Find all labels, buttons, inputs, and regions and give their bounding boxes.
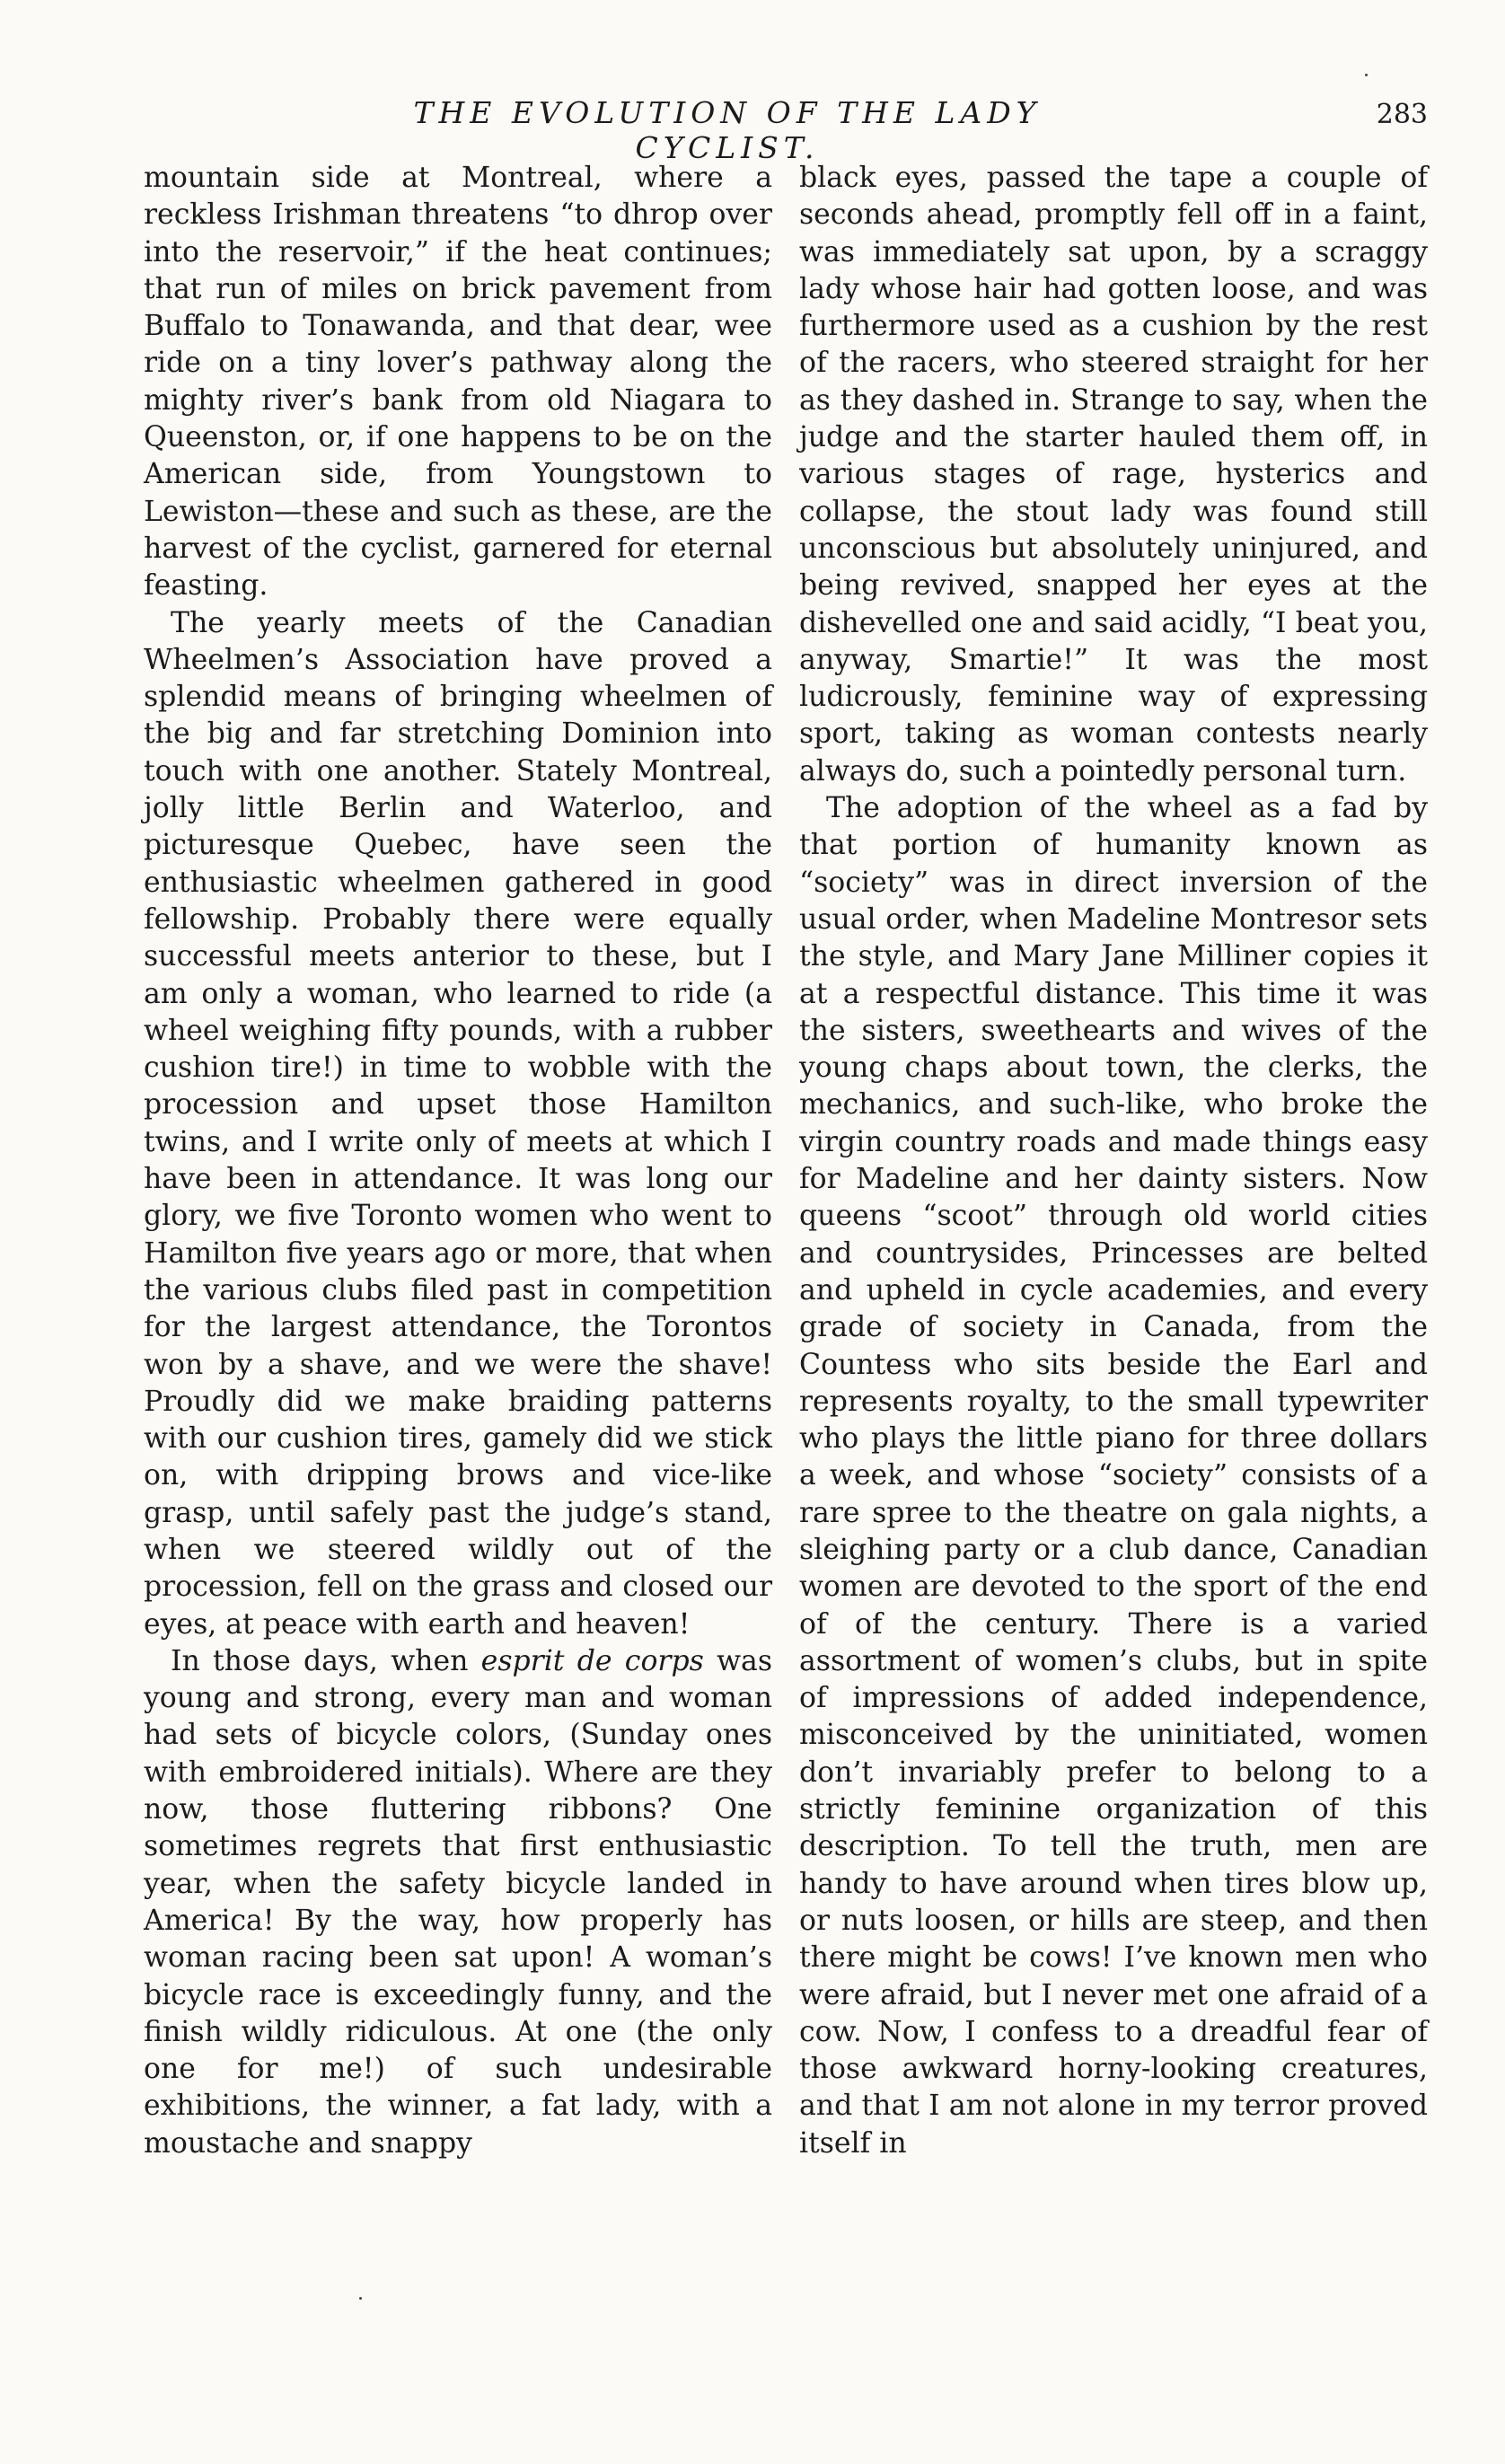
- page-number: 283: [1376, 99, 1428, 130]
- running-head: [144, 90, 1437, 165]
- left-column: [144, 160, 772, 2162]
- paragraph-race-continued: black eyes, passed the tape a couple of seconds ahead, promptly fell off in a faint, was immediately sat upon, by a scraggy lady whose hair had gotten loose, and was furthermore used as a cushion by the rest of the racers, who steered straight for her as they dashed in. Strange to say, when the judge and the starter hauled them off, in various stages of rage, hysterics and collapse, the stout lady was found still unconscious but absolutely uninjured, and being revived, snapped her eyes at the dishevelled one and said acidly, “I beat you, anyway, Smartie!” It was the most ludicrously, feminine way of expressing sport, taking as woman contests nearly always do, such a pointedly personal turn.: [799, 162, 1428, 788]
- paragraph-continued: mountain side at Montreal, where a reckless Irishman threatens “to dhrop over into the reservoir,” if the heat continues; that run of miles on brick pavement from Buffalo to Tonawanda, and that dear, wee ride on a tiny lover’s pathway along the mighty river’s bank from old Niagara to Queenston, or, if one happens to be on the American side, from Youngstown to Lewiston—these and such as these, are the harvest of the cyclist, garnered for eternal feasting.: [144, 162, 772, 603]
- paragraph-text: was young and strong, every man and woman had sets of bicycle colors, (Sunday ones with embroidered initials). Where are they now, those fluttering ribbons? One sometimes regrets that first enthusiastic year, when the safety bicycle landed in America! By the way, how properly has woman racing been sat upon! A woman’s bicycle race is exceedingly funny, and the finish wildly ridiculous. At one (the only one for me!) of such undesirable exhibitions, the winner, a fat lady, with a moustache and snappy: [144, 1644, 772, 2160]
- paragraph-society-adoption: The adoption of the wheel as a fad by that portion of humanity known as “society” was in direct inversion of the usual order, when Madeline Montresor sets the style, and Mary Jane Milliner copies it at a respectful distance. This time it was the sisters, sweethearts and wives of the young chaps about town, the clerks, the mechanics, and such-like, who broke the virgin country roads and made things easy for Madeline and her dainty sisters. Now queens “scoot” through old world cities and countrysides, Princesses are belted and upheld in cycle academies, and every grade of society in Canada, from the Countess who sits beside the Earl and represents royalty, to the small typewriter who plays the little piano for three dollars a week, and whose “society” consists of a rare spree to the theatre on gala nights, a sleighing party or a club dance, Canadian women are devoted to the sport of the end of of the century. There is a varied assortment of women’s clubs, but in spite of impressions of added independence, misconceived by the uninitiated, women don’t invariably prefer to belong to a strictly feminine organization of this description. To tell the truth, men are handy to have around when tires blow up, or nuts loosen, or hills are steep, and then there might be cows! I’ve known men who were afraid, but I never met one afraid of a cow. Now, I confess to a dreadful fear of those awkward horny-looking creatures, and that I am not alone in my terror proved itself in: [799, 792, 1428, 2160]
- print-speck: [1365, 74, 1368, 76]
- paragraph-wheelmen-meets: The yearly meets of the Canadian Wheelmen’s Association have proved a splendid means of bringing wheelmen of the big and far stretching Dominion into touch with one another. Stately Montreal, jolly little Berlin and Waterloo, and picturesque Quebec, have seen the enthusiastic wheelmen gathered in good fellowship. Probably there were equally successful meets anterior to these, but I am only a woman, who learned to ride (a wheel weighing fifty pounds, with a rubber cushion tire!) in time to wobble with the procession and upset those Hamilton twins, and I write only of meets at which I have been in attendance. It was long our glory, we five Toronto women who went to Hamilton five years ago or more, that when the various clubs filed past in competition for the largest attendance, the Torontos won by a shave, and we were the shave! Proudly did we make braiding patterns with our cushion tires, gamely did we stick on, with dripping brows and vice-like grasp, until safely past the judge’s stand, when we steered wildly out of the procession, fell on the grass and closed our eyes, at peace with earth and heaven!: [144, 606, 772, 1641]
- italic-phrase: esprit de corps: [480, 1644, 704, 1677]
- paragraph-text: In those days, when: [171, 1644, 481, 1677]
- running-title: THE EVOLUTION OF THE LADY CYCLIST.: [413, 95, 1042, 165]
- right-column: [799, 160, 1428, 2162]
- print-speck: [359, 2297, 362, 2300]
- paragraph-esprit-de-corps: [144, 1643, 772, 2162]
